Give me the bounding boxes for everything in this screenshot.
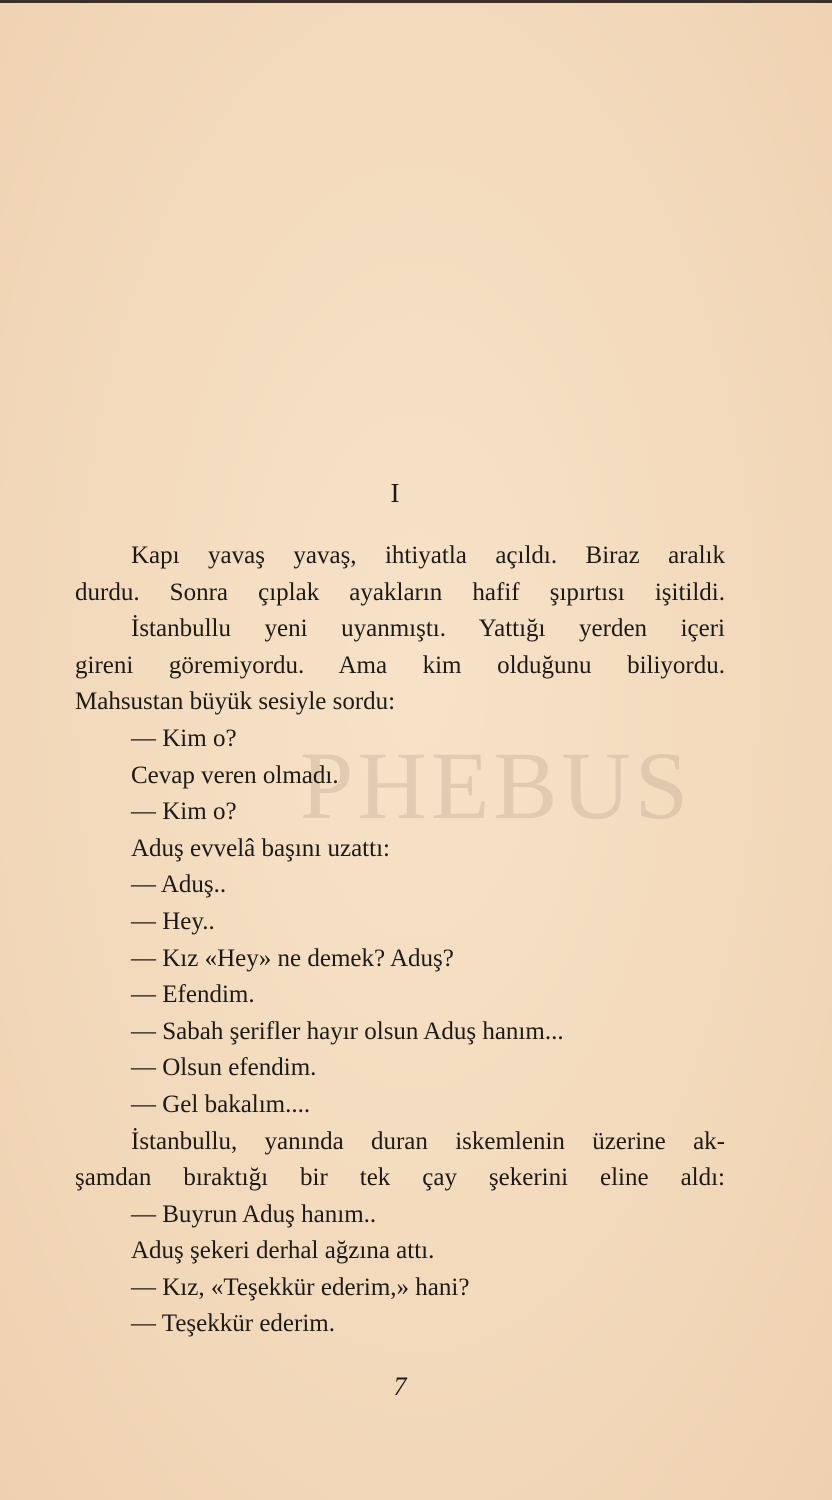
text-line: — Aduş..: [131, 871, 227, 899]
page-top-edge: [0, 0, 832, 3]
text-line: İstanbullu, yanında duran iskemlenin üzerine ak-: [131, 1127, 725, 1155]
text-line: — Kız, «Teşekkür ederim,» hani?: [131, 1273, 470, 1301]
text-line: İstanbullu yeni uyanmıştı. Yattığı yerden içeri: [131, 615, 725, 643]
chapter-numeral: I: [390, 478, 400, 508]
watermark: PHEBUS: [300, 732, 693, 839]
page-number: 7: [393, 1372, 407, 1401]
text-line: — Kim o?: [131, 798, 237, 826]
text-line: durdu. Sonra çıplak ayakların hafif şıpırtısı işitildi.: [75, 578, 725, 606]
text-line: — Hey..: [131, 907, 215, 935]
text-line: — Efendim.: [131, 981, 255, 1009]
text-line: Kapı yavaş yavaş, ihtiyatla açıldı. Biraz aralık: [131, 542, 725, 569]
text-line: — Teşekkür ederim.: [131, 1310, 335, 1338]
text-line: Aduş evvelâ başını uzattı:: [131, 834, 390, 862]
body-text: [75, 538, 725, 1343]
text-line: — Buyrun Aduş hanım..: [131, 1200, 377, 1228]
text-line: gireni göremiyordu. Ama kim olduğunu biliyordu.: [75, 651, 725, 679]
text-line: — Kız «Hey» ne demek? Aduş?: [131, 944, 454, 972]
text-line: — Gel bakalım....: [131, 1090, 311, 1118]
text-line: — Sabah şerifler hayır olsun Aduş hanım...: [131, 1017, 564, 1045]
text-line: Cevap veren olmadı.: [131, 761, 339, 789]
text-line: şamdan bıraktığı bir tek çay şekerini eline aldı:: [75, 1164, 725, 1192]
text-line: Mahsustan büyük sesiyle sordu:: [75, 688, 396, 716]
text-line: — Olsun efendim.: [131, 1054, 317, 1082]
text-line: — Kim o?: [131, 724, 237, 752]
text-line: Aduş şekeri derhal ağzına attı.: [131, 1237, 435, 1265]
